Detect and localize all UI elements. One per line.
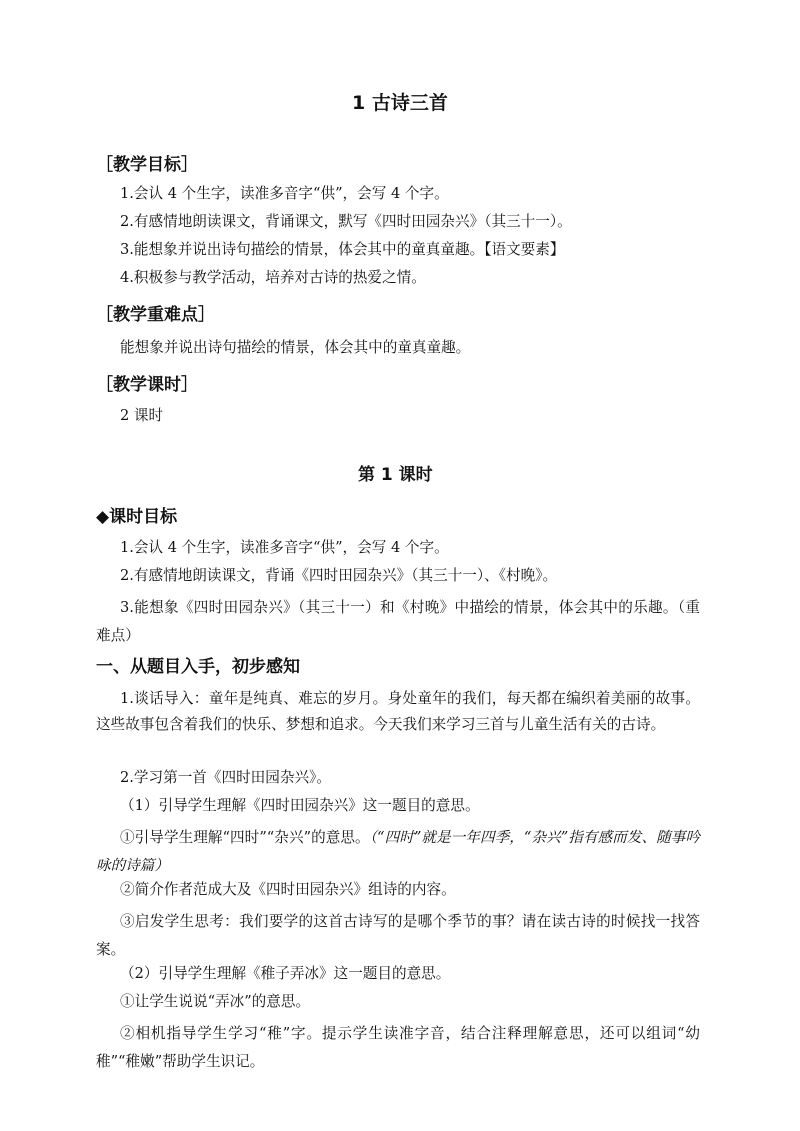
paragraph: 1.谈话导入：童年是纯真、难忘的岁月。身处童年的我们，每天都在编织着美丽的故事。这些故事包含着我们的快乐、梦想和追求。今天我们来学习三首与儿童生活有关的古诗。 <box>96 690 700 733</box>
section-heading-key-points: ［教学重难点］ <box>96 305 215 325</box>
paragraph <box>96 824 700 880</box>
lesson-goal-item: 3.能想象《四时田园杂兴》（其三十一）和《村晚》中描绘的情景，体会其中的乐趣。（重难点） <box>96 599 700 644</box>
lesson-goal-item: 2.有感情地朗读课文，背诵《四时田园杂兴》（其三十一）、《村晚》。 <box>120 567 558 584</box>
paragraph: ①让学生说说“弄冰”的意思。 <box>120 993 311 1010</box>
paragraph: 2.学习第一首《四时田园杂兴》。 <box>120 769 331 786</box>
paragraph: （1）引导学生理解《四时田园杂兴》这一题目的意思。 <box>120 797 480 814</box>
section-heading-intro: 一、从题目入手，初步感知 <box>96 657 300 677</box>
section-heading-goals: ［教学目标］ <box>96 155 198 175</box>
paragraph: ③启发学生思考：我们要学的这首古诗写的是哪个季节的事？请在读古诗的时候找一找答案。 <box>96 913 700 958</box>
lesson-title: 第 1 课时 <box>358 465 433 485</box>
paragraph: ②相机指导学生学习“稚”字。提示学生读准字音，结合注释理解意思，还可以组词“幼稚”“稚嫩”帮助学生识记。 <box>96 1025 700 1070</box>
lesson-goal-item: 1.会认 4 个生字，读准多音字“供”，会写 4 个字。 <box>120 539 449 556</box>
key-points-text: 能想象并说出诗句描绘的情景，体会其中的童真童趣。 <box>120 339 471 356</box>
goal-item: 3.能想象并说出诗句描绘的情景，体会其中的童真童趣。【语文要素】 <box>120 241 565 258</box>
goal-item: 4.积极参与教学活动，培养对古诗的热爱之情。 <box>120 269 426 286</box>
lesson-goals-heading: ◆课时目标 <box>96 507 178 527</box>
goal-item: 1.会认 4 个生字，读准多音字“供”，会写 4 个字。 <box>120 185 449 202</box>
section-heading-class-hours: ［教学课时］ <box>96 375 198 395</box>
paragraph: ②简介作者范成大及《四时田园杂兴》组诗的内容。 <box>120 881 456 898</box>
goal-item: 2.有感情地朗读课文，背诵课文，默写《四时田园杂兴》（其三十一）。 <box>120 213 572 230</box>
paragraph: （2）引导学生理解《稚子弄冰》这一题目的意思。 <box>120 965 451 982</box>
paragraph-main: ①引导学生理解“四时”“杂兴”的意思。 <box>120 829 370 846</box>
page-title: 1 古诗三首 <box>352 92 448 114</box>
paragraph-note: （“四时”就是一年四季，“杂兴”指有感而发、随事吟咏的诗篇） <box>96 829 700 874</box>
class-hours-text: 2 课时 <box>120 407 164 424</box>
